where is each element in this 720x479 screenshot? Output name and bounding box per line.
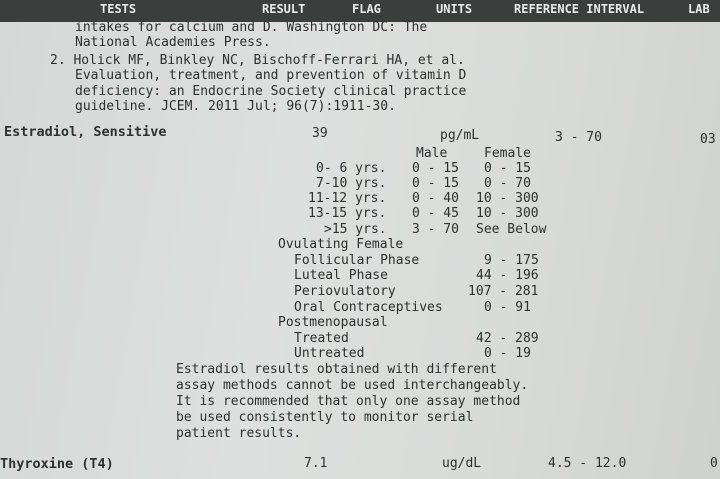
header-tests: TESTS [100, 2, 137, 16]
male-range: 0 - 15 [412, 161, 459, 176]
test-result: 39 [312, 126, 328, 141]
header-result: RESULT [262, 2, 306, 16]
phase-name: Oral Contraceptives [294, 300, 443, 315]
age-range: 7-10 yrs. [316, 176, 387, 191]
phase-name: Luteal Phase [294, 268, 388, 283]
phase-name: Untreated [294, 346, 365, 361]
test-reference-interval: 4.5 - 12.0 [548, 456, 627, 471]
reference-line: 2. Holick MF, Binkley NC, Bischoff-Ferrari HA, et al. [50, 53, 465, 68]
phase-name: Follicular Phase [294, 253, 420, 268]
reference-line: guideline. JCEM. 2011 Jul; 96(7):1911-30. [75, 99, 396, 114]
phase-range: 0 - 19 [484, 346, 531, 361]
female-range: 0 - 15 [484, 161, 531, 176]
table-header-female: Female [484, 146, 531, 161]
phase-range: 44 - 196 [476, 268, 539, 283]
female-range: 0 - 70 [484, 176, 531, 191]
reference-line: Evaluation, treatment, and prevention of vitamin D [75, 68, 467, 83]
age-range: 13-15 yrs. [308, 206, 387, 221]
table-header-male: Male [416, 146, 448, 161]
test-lab: 03 [700, 132, 716, 147]
test-name: Estradiol, Sensitive [4, 124, 167, 140]
phase-range: 107 - 281 [468, 284, 539, 299]
male-range: 3 - 70 [412, 222, 459, 237]
reference-line: deficiency: an Endocrine Society clinical practice [75, 84, 467, 99]
section-title: Ovulating Female [278, 237, 404, 252]
reference-line: intakes for calcium and D. Washington DC: The [75, 20, 428, 35]
age-range: >15 yrs. [324, 222, 387, 237]
female-range: 10 - 300 [476, 191, 539, 206]
header-units: UNITS [436, 2, 473, 16]
female-range: See Below [476, 222, 547, 237]
header-reference-interval: REFERENCE INTERVAL [514, 2, 645, 16]
phase-range: 42 - 289 [476, 331, 539, 346]
header-flag: FLAG [352, 2, 381, 16]
male-range: 0 - 40 [412, 191, 459, 206]
column-header-bar [0, 0, 720, 22]
test-name: Thyroxine (T4) [0, 456, 114, 472]
section-title: Postmenopausal [278, 315, 388, 330]
phase-range: 9 - 175 [484, 253, 539, 268]
phase-name: Treated [294, 331, 349, 346]
test-units: pg/mL [440, 128, 480, 143]
test-reference-interval: 3 - 70 [555, 130, 602, 145]
phase-range: 0 - 91 [484, 300, 531, 315]
note-line: be used consistently to monitor serial [176, 410, 474, 425]
phase-name: Periovulatory [294, 284, 396, 299]
test-result: 7.1 [304, 456, 328, 471]
header-lab: LAB [688, 2, 710, 16]
reference-line: National Academies Press. [75, 35, 271, 50]
note-line: It is recommended that only one assay method [176, 394, 521, 409]
age-range: 11-12 yrs. [308, 191, 387, 206]
test-lab: 0 [710, 456, 718, 471]
note-line: assay methods cannot be used interchangeably. [176, 378, 529, 393]
age-range: 0- 6 yrs. [316, 161, 387, 176]
note-line: patient results. [176, 426, 302, 441]
male-range: 0 - 45 [412, 206, 459, 221]
male-range: 0 - 15 [412, 176, 459, 191]
test-units: ug/dL [442, 456, 482, 471]
female-range: 10 - 300 [476, 206, 539, 221]
note-line: Estradiol results obtained with different [176, 362, 497, 377]
